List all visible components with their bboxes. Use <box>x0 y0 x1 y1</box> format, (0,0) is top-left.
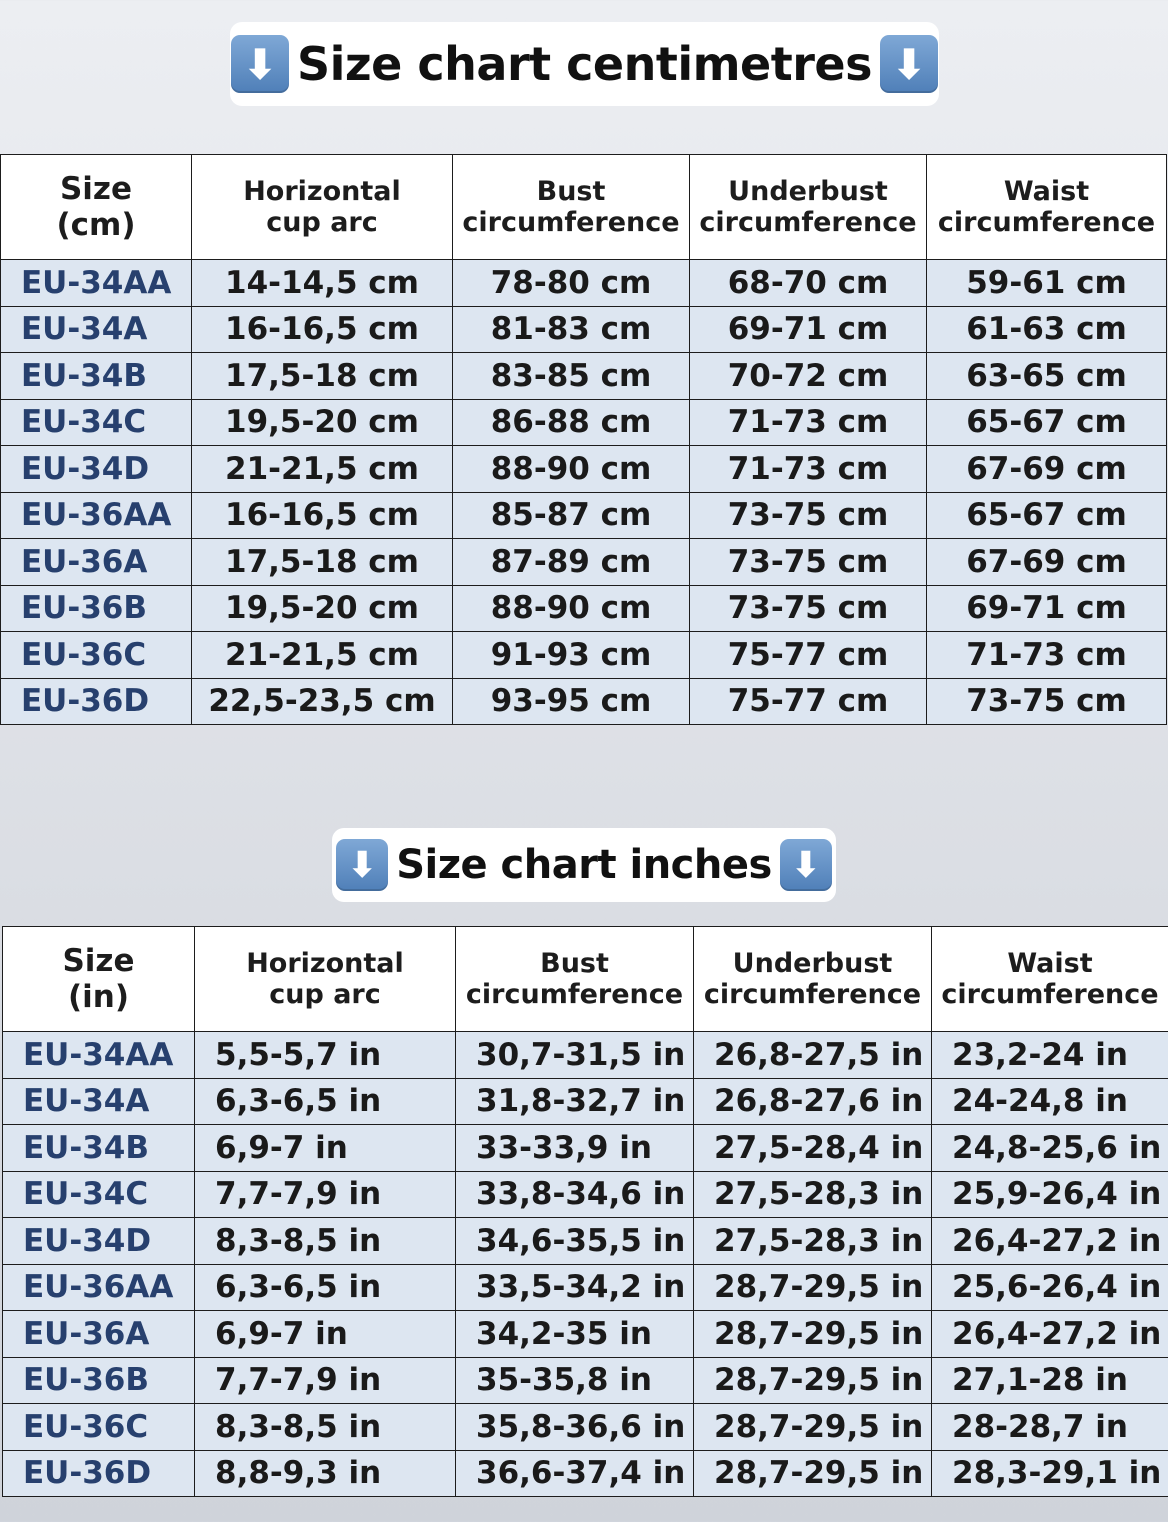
column-header-bust-circumference <box>456 927 694 1032</box>
cell-horizontal-cup-arc: 7,7-7,9 in <box>195 1171 456 1218</box>
size-chart-in-table <box>2 926 1168 1497</box>
table-row <box>1 585 1167 632</box>
size-label: EU-34B <box>1 353 192 400</box>
cell-bust-circumference: 93-95 cm <box>453 678 690 725</box>
column-header-line: Underbust <box>728 176 888 207</box>
cell-waist-circumference: 63-65 cm <box>927 353 1167 400</box>
cell-waist-circumference: 25,9-26,4 in <box>932 1171 1168 1218</box>
cell-bust-circumference: 34,6-35,5 in <box>456 1218 694 1265</box>
table-row <box>3 1264 1168 1311</box>
table-row <box>1 306 1167 353</box>
header-row <box>1 155 1167 260</box>
column-header-waist-circumference <box>927 155 1167 260</box>
column-header-line: cup arc <box>266 207 378 238</box>
cell-horizontal-cup-arc: 14-14,5 cm <box>192 260 453 307</box>
table-row <box>3 1357 1168 1404</box>
table-row <box>1 492 1167 539</box>
cell-underbust-circumference: 28,7-29,5 in <box>694 1357 932 1404</box>
in-chart-title-banner <box>332 828 836 902</box>
cell-horizontal-cup-arc: 7,7-7,9 in <box>195 1357 456 1404</box>
cell-bust-circumference: 88-90 cm <box>453 585 690 632</box>
cell-horizontal-cup-arc: 16-16,5 cm <box>192 306 453 353</box>
cell-underbust-circumference: 28,7-29,5 in <box>694 1450 932 1497</box>
cell-waist-circumference: 59-61 cm <box>927 260 1167 307</box>
size-label: EU-34A <box>1 306 192 353</box>
cell-bust-circumference: 81-83 cm <box>453 306 690 353</box>
cell-horizontal-cup-arc: 8,8-9,3 in <box>195 1450 456 1497</box>
cell-horizontal-cup-arc: 16-16,5 cm <box>192 492 453 539</box>
cell-underbust-circumference: 73-75 cm <box>690 585 927 632</box>
table-row <box>3 1171 1168 1218</box>
size-label: EU-36C <box>3 1404 195 1451</box>
cell-underbust-circumference: 71-73 cm <box>690 446 927 493</box>
column-header-waist-circumference <box>932 927 1168 1032</box>
cell-waist-circumference: 26,4-27,2 in <box>932 1311 1168 1358</box>
cell-horizontal-cup-arc: 5,5-5,7 in <box>195 1032 456 1079</box>
table-row <box>3 1032 1168 1079</box>
table-row <box>1 678 1167 725</box>
column-header-horizontal-cup-arc <box>192 155 453 260</box>
cell-bust-circumference: 87-89 cm <box>453 539 690 586</box>
cell-waist-circumference: 25,6-26,4 in <box>932 1264 1168 1311</box>
cell-horizontal-cup-arc: 21-21,5 cm <box>192 446 453 493</box>
table-row <box>3 1125 1168 1172</box>
cell-bust-circumference: 88-90 cm <box>453 446 690 493</box>
cell-horizontal-cup-arc: 21-21,5 cm <box>192 632 453 679</box>
cell-bust-circumference: 35,8-36,6 in <box>456 1404 694 1451</box>
column-header-line: Bust <box>536 176 606 207</box>
cell-horizontal-cup-arc: 8,3-8,5 in <box>195 1218 456 1265</box>
cell-waist-circumference: 61-63 cm <box>927 306 1167 353</box>
cell-horizontal-cup-arc: 6,9-7 in <box>195 1125 456 1172</box>
cell-horizontal-cup-arc: 6,3-6,5 in <box>195 1264 456 1311</box>
size-label: EU-34C <box>3 1171 195 1218</box>
in-table-body <box>3 1032 1168 1497</box>
cell-bust-circumference: 33,5-34,2 in <box>456 1264 694 1311</box>
cm-chart-title-banner <box>230 22 939 106</box>
cell-bust-circumference: 86-88 cm <box>453 399 690 446</box>
column-header-line: circumference <box>703 979 922 1010</box>
cell-underbust-circumference: 70-72 cm <box>690 353 927 400</box>
cell-underbust-circumference: 26,8-27,6 in <box>694 1078 932 1125</box>
size-label: EU-36D <box>1 678 192 725</box>
column-header-line: Waist <box>1007 948 1093 979</box>
cell-underbust-circumference: 28,7-29,5 in <box>694 1311 932 1358</box>
in-table-header <box>3 927 1168 1032</box>
cell-horizontal-cup-arc: 17,5-18 cm <box>192 539 453 586</box>
column-header-line: (cm) <box>56 207 136 243</box>
table-row <box>1 632 1167 679</box>
size-label: EU-36B <box>3 1357 195 1404</box>
cell-bust-circumference: 85-87 cm <box>453 492 690 539</box>
size-label: EU-34AA <box>3 1032 195 1079</box>
cell-bust-circumference: 91-93 cm <box>453 632 690 679</box>
cell-waist-circumference: 67-69 cm <box>927 446 1167 493</box>
cell-waist-circumference: 28-28,7 in <box>932 1404 1168 1451</box>
cell-waist-circumference: 65-67 cm <box>927 492 1167 539</box>
cell-horizontal-cup-arc: 6,9-7 in <box>195 1311 456 1358</box>
size-label: EU-36B <box>1 585 192 632</box>
column-header-line: Horizontal <box>246 948 404 979</box>
cell-waist-circumference: 73-75 cm <box>927 678 1167 725</box>
cell-underbust-circumference: 28,7-29,5 in <box>694 1264 932 1311</box>
table-row <box>1 260 1167 307</box>
cell-bust-circumference: 33-33,9 in <box>456 1125 694 1172</box>
column-header-line: Horizontal <box>243 176 401 207</box>
cell-bust-circumference: 30,7-31,5 in <box>456 1032 694 1079</box>
cell-bust-circumference: 83-85 cm <box>453 353 690 400</box>
cell-underbust-circumference: 28,7-29,5 in <box>694 1404 932 1451</box>
column-header-line: Underbust <box>732 948 893 979</box>
down-arrow-icon: ⬇ <box>231 35 289 93</box>
cell-underbust-circumference: 69-71 cm <box>690 306 927 353</box>
size-label: EU-34D <box>3 1218 195 1265</box>
cm-table-header <box>1 155 1167 260</box>
column-header-line: (in) <box>67 979 130 1015</box>
table-row <box>3 1404 1168 1451</box>
cell-horizontal-cup-arc: 17,5-18 cm <box>192 353 453 400</box>
cell-horizontal-cup-arc: 6,3-6,5 in <box>195 1078 456 1125</box>
size-label: EU-36A <box>1 539 192 586</box>
cell-underbust-circumference: 75-77 cm <box>690 678 927 725</box>
column-header-horizontal-cup-arc <box>195 927 456 1032</box>
size-label: EU-36AA <box>1 492 192 539</box>
cell-underbust-circumference: 75-77 cm <box>690 632 927 679</box>
cell-waist-circumference: 28,3-29,1 in <box>932 1450 1168 1497</box>
size-label: EU-36AA <box>3 1264 195 1311</box>
size-label: EU-34A <box>3 1078 195 1125</box>
column-header-size <box>3 927 195 1032</box>
table-row <box>3 1450 1168 1497</box>
cell-horizontal-cup-arc: 22,5-23,5 cm <box>192 678 453 725</box>
cell-waist-circumference: 67-69 cm <box>927 539 1167 586</box>
size-label: EU-34D <box>1 446 192 493</box>
table-row <box>3 1078 1168 1125</box>
cm-chart-title: Size chart centimetres <box>297 37 872 91</box>
size-label: EU-36C <box>1 632 192 679</box>
size-chart-cm-table <box>0 154 1167 725</box>
column-header-line: circumference <box>465 979 684 1010</box>
cell-horizontal-cup-arc: 19,5-20 cm <box>192 585 453 632</box>
column-header-line: circumference <box>462 207 680 238</box>
cell-waist-circumference: 26,4-27,2 in <box>932 1218 1168 1265</box>
column-header-line: Waist <box>1003 176 1090 207</box>
table-row <box>3 1218 1168 1265</box>
column-header-line: circumference <box>699 207 917 238</box>
column-header-bust-circumference <box>453 155 690 260</box>
column-header-underbust-circumference <box>694 927 932 1032</box>
column-header-line: circumference <box>937 207 1156 238</box>
cell-bust-circumference: 33,8-34,6 in <box>456 1171 694 1218</box>
cell-bust-circumference: 31,8-32,7 in <box>456 1078 694 1125</box>
cell-underbust-circumference: 71-73 cm <box>690 399 927 446</box>
size-label: EU-36A <box>3 1311 195 1358</box>
column-header-size <box>1 155 192 260</box>
down-arrow-icon: ⬇ <box>880 35 938 93</box>
cell-waist-circumference: 69-71 cm <box>927 585 1167 632</box>
size-label: EU-34AA <box>1 260 192 307</box>
size-label: EU-34B <box>3 1125 195 1172</box>
size-label: EU-34C <box>1 399 192 446</box>
column-header-line: Size <box>59 171 133 207</box>
cell-horizontal-cup-arc: 8,3-8,5 in <box>195 1404 456 1451</box>
table-row <box>3 1311 1168 1358</box>
cell-underbust-circumference: 27,5-28,3 in <box>694 1171 932 1218</box>
column-header-line: cup arc <box>269 979 381 1010</box>
cell-bust-circumference: 35-35,8 in <box>456 1357 694 1404</box>
header-row <box>3 927 1168 1032</box>
cell-waist-circumference: 65-67 cm <box>927 399 1167 446</box>
table-row <box>1 539 1167 586</box>
cell-bust-circumference: 36,6-37,4 in <box>456 1450 694 1497</box>
cell-underbust-circumference: 27,5-28,4 in <box>694 1125 932 1172</box>
cell-waist-circumference: 71-73 cm <box>927 632 1167 679</box>
size-label: EU-36D <box>3 1450 195 1497</box>
cell-bust-circumference: 34,2-35 in <box>456 1311 694 1358</box>
table-row <box>1 399 1167 446</box>
down-arrow-icon: ⬇ <box>336 839 388 891</box>
cell-underbust-circumference: 73-75 cm <box>690 492 927 539</box>
cell-underbust-circumference: 27,5-28,3 in <box>694 1218 932 1265</box>
column-header-line: circumference <box>941 979 1159 1010</box>
column-header-line: Bust <box>540 948 609 979</box>
table-row <box>1 446 1167 493</box>
cell-waist-circumference: 24,8-25,6 in <box>932 1125 1168 1172</box>
cell-waist-circumference: 23,2-24 in <box>932 1032 1168 1079</box>
cell-underbust-circumference: 68-70 cm <box>690 260 927 307</box>
column-header-underbust-circumference <box>690 155 927 260</box>
cell-underbust-circumference: 73-75 cm <box>690 539 927 586</box>
cell-waist-circumference: 24-24,8 in <box>932 1078 1168 1125</box>
cell-horizontal-cup-arc: 19,5-20 cm <box>192 399 453 446</box>
table-row <box>1 353 1167 400</box>
cell-underbust-circumference: 26,8-27,5 in <box>694 1032 932 1079</box>
in-chart-title: Size chart inches <box>396 842 772 888</box>
cell-bust-circumference: 78-80 cm <box>453 260 690 307</box>
cell-waist-circumference: 27,1-28 in <box>932 1357 1168 1404</box>
cm-table-body <box>1 260 1167 725</box>
down-arrow-icon: ⬇ <box>780 839 832 891</box>
column-header-line: Size <box>62 943 135 979</box>
